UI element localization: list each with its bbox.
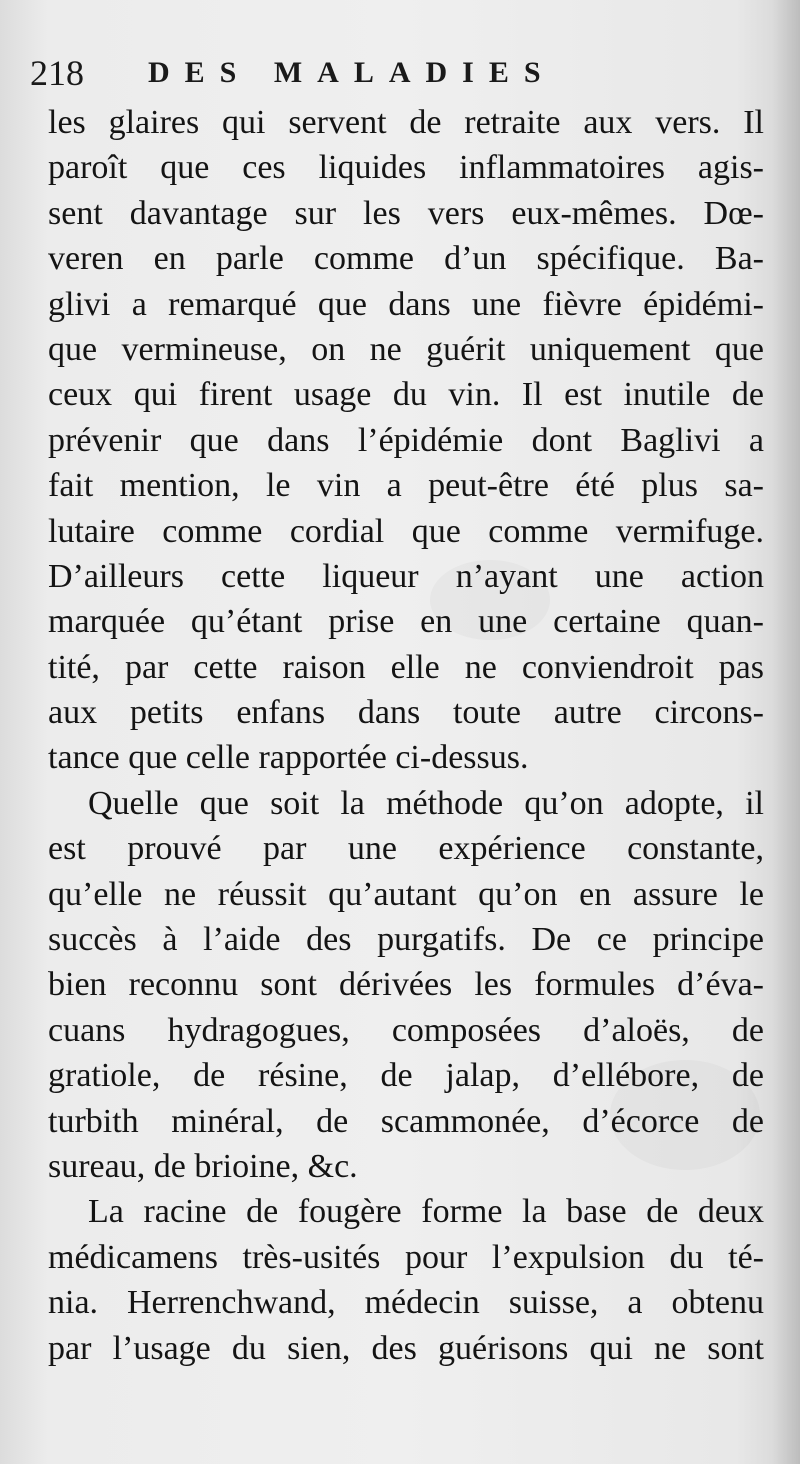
body-text bbox=[48, 100, 764, 1371]
text-line: que vermineuse, on ne guérit uniquement que bbox=[48, 330, 764, 368]
text-line: tité, par cette raison elle ne conviendroit pas bbox=[48, 648, 764, 686]
text-line: gratiole, de résine, de jalap, d’ellébore, de bbox=[48, 1057, 764, 1095]
text-line: paroît que ces liquides inflammatoires agis- bbox=[48, 149, 764, 187]
text-line: lutaire comme cordial que comme vermifuge. bbox=[48, 512, 764, 550]
running-title: DES MALADIES bbox=[148, 56, 556, 89]
text-line: tance que celle rapportée ci-dessus. bbox=[48, 739, 529, 777]
text-line: sureau, de brioine, &c. bbox=[48, 1147, 358, 1185]
page-header bbox=[30, 50, 770, 96]
text-line: sent davantage sur les vers eux-mêmes. Dœ- bbox=[48, 194, 764, 232]
text-line: turbith minéral, de scammonée, d’écorce de bbox=[48, 1102, 764, 1140]
paragraph-3 bbox=[48, 1189, 764, 1371]
text-line: les glaires qui servent de retraite aux vers. Il bbox=[48, 104, 764, 141]
text-line: ceux qui firent usage du vin. Il est inutile de bbox=[48, 376, 764, 414]
text-line: Quelle que soit la méthode qu’on adopte, il bbox=[88, 784, 764, 822]
text-line: est prouvé par une expérience constante, bbox=[48, 830, 764, 868]
text-line: La racine de fougère forme la base de deux bbox=[88, 1193, 764, 1231]
text-line: veren en parle comme d’un spécifique. Ba- bbox=[48, 240, 764, 278]
text-line: par l’usage du sien, des guérisons qui ne sont bbox=[48, 1329, 764, 1367]
text-line: prévenir que dans l’épidémie dont Baglivi a bbox=[48, 421, 764, 459]
paragraph-2 bbox=[48, 781, 764, 1190]
text-line: glivi a remarqué que dans une fièvre épidémi- bbox=[48, 285, 764, 323]
text-line: fait mention, le vin a peut-être été plus sa- bbox=[48, 467, 764, 505]
text-line: marquée qu’étant prise en une certaine quan- bbox=[48, 603, 764, 641]
page-edge-shadow bbox=[772, 0, 800, 1464]
page-number: 218 bbox=[30, 53, 84, 93]
text-line: médicamens très-usités pour l’expulsion du té- bbox=[48, 1238, 764, 1276]
text-line: aux petits enfans dans toute autre circons- bbox=[48, 694, 764, 732]
text-line: nia. Herrenchwand, médecin suisse, a obtenu bbox=[48, 1284, 764, 1322]
text-line: succès à l’aide des purgatifs. De ce principe bbox=[48, 921, 764, 959]
text-line: bien reconnu sont dérivées les formules d’éva- bbox=[48, 966, 764, 1004]
text-line: cuans hydragogues, composées d’aloës, de bbox=[48, 1011, 764, 1049]
text-line: qu’elle ne réussit qu’autant qu’on en assure le bbox=[48, 875, 764, 913]
paragraph-1 bbox=[48, 100, 764, 781]
text-line: D’ailleurs cette liqueur n’ayant une action bbox=[48, 557, 764, 595]
